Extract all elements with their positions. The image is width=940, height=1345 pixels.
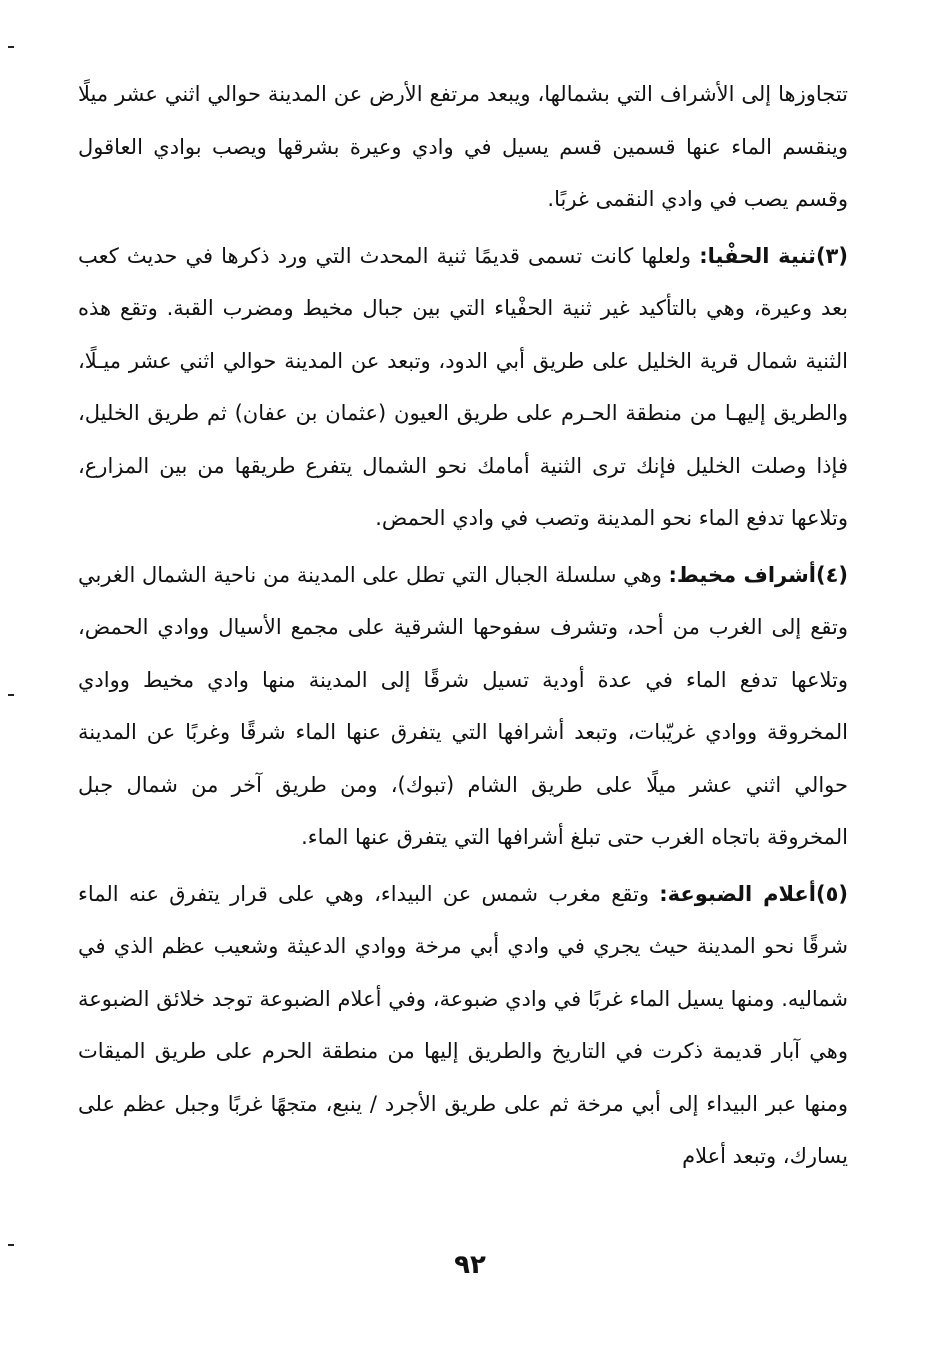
page-body (78, 68, 848, 1183)
page-number: ٩٢ (454, 1250, 486, 1280)
margin-mark-bottom (8, 1244, 14, 1246)
paragraph-4-heading: (٥)أعلام الضبوعة: (659, 881, 849, 906)
margin-mark-top (8, 46, 14, 48)
paragraph-4-text: وتقع مغرب شمس عن البيداء، وهي على قرار يتفرق عنه الماء شرقًا نحو المدينة حيث يجري في وادي أبي مرخة ووادي الدعيثة وشعيب عظم الذي في شماليه. ومنها يسيل الماء غربًا في وادي ضبوعة، وفي أعلام الضبوعة توجد خلائق الضبوعة وهي آبار قديمة ذكرت في التاريخ والطريق إليها من منطقة الحرم على طريق الميقات ومنها عبر البيداء إلى أبي مرخة ثم على طريق الأجرد / ينبع، متجهًا غربًا وجبل عظم على يسارك، وتبعد أعلام (78, 881, 848, 1168)
paragraph-3-heading: (٤)أشراف مخيط: (668, 562, 848, 587)
paragraph-3-text: وهي سلسلة الجبال التي تطل على المدينة من ناحية الشمال الغربي وتقع إلى الغرب من أحد، وتشرف سفوحها الشرقية على مجمع الأسيال ووادي الحمض، وتلاعها تدفع الماء في عدة أودية تسيل شرقًا إلى المدينة منها وادي مخيط ووادي المخروقة ووادي غريّبات، وتبعد أشرافها التي يتفرق عنها الماء شرقًا وغربًا عن المدينة حوالي اثني عشر ميلًا على طريق الشام (تبوك)، ومن طريق آخر من شمال جبل المخروقة باتجاه الغرب حتى تبلغ أشرافها التي يتفرق عنها الماء. (78, 562, 848, 849)
paragraph-1-text: تتجاوزها إلى الأشراف التي بشمالها، ويبعد مرتفع الأرض عن المدينة حوالي اثني عشر ميلًا وينقسم الماء عنها قسمين قسم يسيل في وادي وعيرة بشرقها ويصب بوادي العاقول وقسم يصب في وادي النقمى غربًا. (78, 82, 848, 211)
paragraph-2-heading: (٣)ثنية الحفْيا: (699, 243, 848, 268)
paragraph-4 (78, 868, 848, 1183)
paragraph-3 (78, 549, 848, 864)
margin-mark-middle (8, 694, 14, 696)
paragraph-2 (78, 230, 848, 545)
paragraph-1 (78, 68, 848, 226)
paragraph-2-text: ولعلها كانت تسمى قديمًا ثنية المحدث التي ورد ذكرها في حديث كعب بعد وعيرة، وهي بالتأكيد غير ثنية الحفْياء التي بين جبال مخيط ومضرب القبة. وتقع هذه الثنية شمال قرية الخليل على طريق أبي الدود، وتبعد عن المدينة حوالي اثني عشر ميـلًا، والطريق إليهـا من منطقة الحـرم على طريق العيون (عثمان بن عفان) ثم طريق الخليل، فإذا وصلت الخليل فإنك ترى الثنية أمامك نحو الشمال يتفرع طريقها من بين المزارع، وتلاعها تدفع الماء نحو المدينة وتصب في وادي الحمض. (78, 243, 848, 530)
